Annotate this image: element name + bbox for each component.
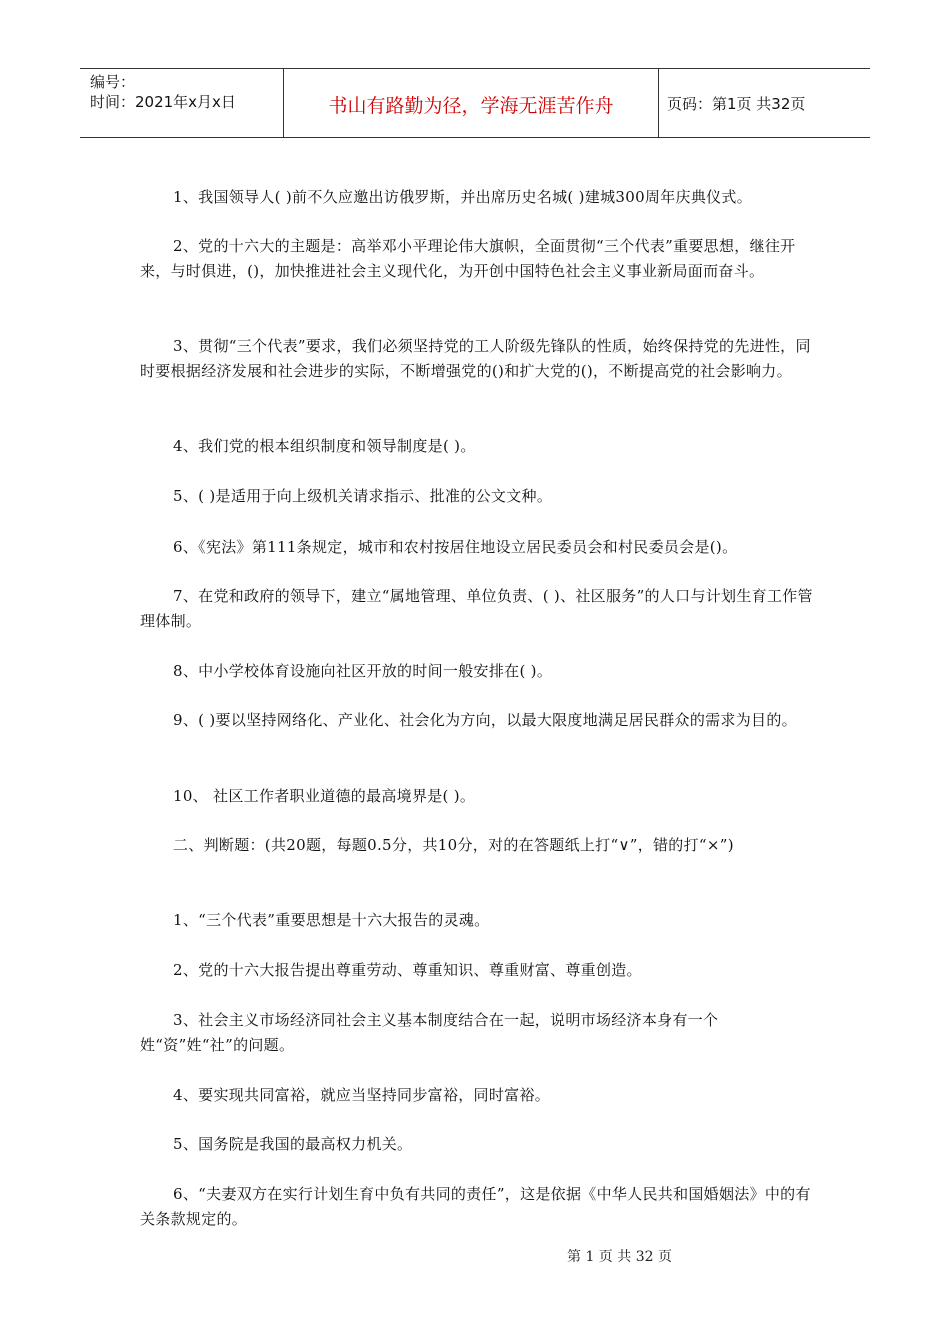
question-paragraph: 7、在党和政府的领导下，建立“属地管理、单位负责、( )、社区服务”的人口与计划生育工作管理体制。 bbox=[140, 587, 813, 630]
question-paragraph: 5、国务院是我国的最高权力机关。 bbox=[173, 1135, 413, 1153]
question-paragraph: 1、“三个代表”重要思想是十六大报告的灵魂。 bbox=[173, 911, 490, 929]
footer-page-number: 第 1 页 共 32 页 bbox=[567, 1249, 672, 1265]
question-paragraph: 1、我国领导人( )前不久应邀出访俄罗斯，并出席历史名城( )建城300周年庆典仪式。 bbox=[173, 188, 753, 206]
question-paragraph: 4、我们党的根本组织制度和领导制度是( )。 bbox=[173, 437, 476, 455]
question-paragraph: 4、要实现共同富裕，就应当坚持同步富裕，同时富裕。 bbox=[173, 1086, 551, 1104]
question-paragraph: 5、( )是适用于向上级机关请求指示、批准的公文文种。 bbox=[173, 487, 553, 505]
question-paragraph: 3、社会主义市场经济同社会主义基本制度结合在一起，说明市场经济本身有一个姓“资”姓“社”的问题。 bbox=[140, 1011, 719, 1054]
header-page-info: 页码：第1页 共32页 bbox=[667, 95, 806, 113]
question-paragraph: 2、党的十六大的主题是：高举邓小平理论伟大旗帜，全面贯彻“三个代表”重要思想，继往开来，与时俱进，()，加快推进社会主义现代化，为开创中国特色社会主义事业新局面而奋斗。 bbox=[140, 237, 796, 280]
section-heading: 二、判断题：(共20题，每题0.5分，共10分，对的在答题纸上打“∨”，错的打“×”) bbox=[173, 836, 734, 854]
document-date-label: 时间：2021年x月x日 bbox=[90, 93, 236, 111]
question-paragraph: 9、( )要以坚持网络化、产业化、社会化为方向，以最大限度地满足居民群众的需求为目的。 bbox=[173, 711, 797, 729]
question-paragraph: 2、党的十六大报告提出尊重劳动、尊重知识、尊重财富、尊重创造。 bbox=[173, 961, 642, 979]
question-paragraph: 6、“夫妻双方在实行计划生育中负有共同的责任”，这是依据《中华人民共和国婚姻法》中的有关条款规定的。 bbox=[140, 1185, 811, 1228]
question-paragraph: 10、 社区工作者职业道德的最高境界是( )。 bbox=[173, 787, 476, 805]
question-paragraph: 3、贯彻“三个代表”要求，我们必须坚持党的工人阶级先锋队的性质，始终保持党的先进性，同时要根据经济发展和社会进步的实际，不断增强党的()和扩大党的()，不断提高党的社会影响力。 bbox=[140, 337, 811, 380]
document-number-label: 编号： bbox=[90, 73, 136, 91]
question-paragraph: 8、中小学校体育设施向社区开放的时间一般安排在( )。 bbox=[173, 662, 553, 680]
header-motto: 书山有路勤为径，学海无涯苦作舟 bbox=[328, 95, 614, 117]
question-paragraph: 6、《宪法》第111条规定，城市和农村按居住地设立居民委员会和村民委员会是()。 bbox=[173, 538, 738, 556]
